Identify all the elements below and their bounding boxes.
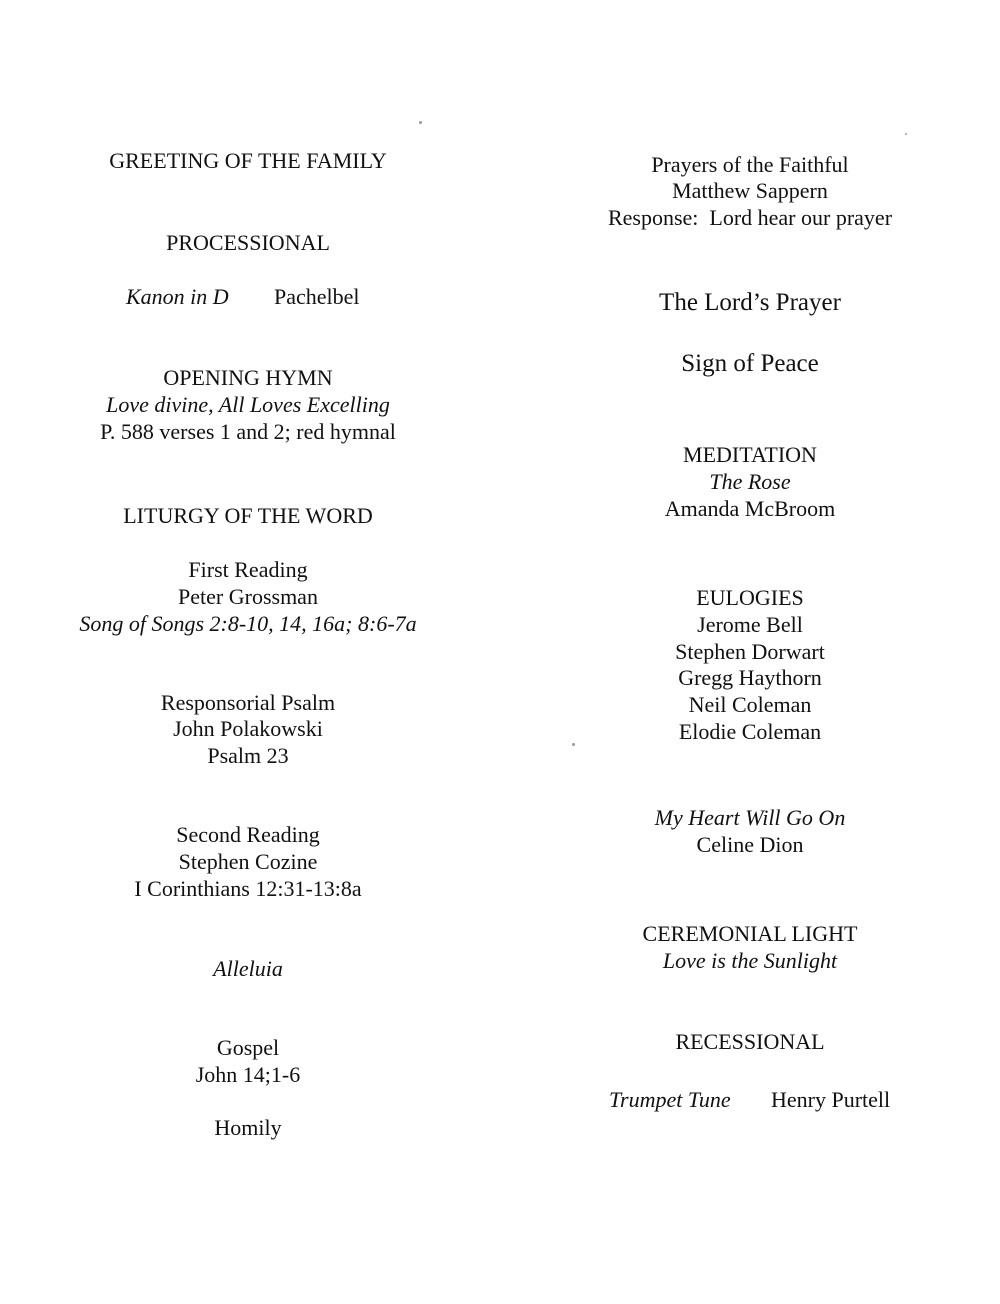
meditation-heading: MEDITATION [683,442,817,467]
paper-speck [905,133,907,135]
prayers-response: Response: Lord hear our prayer [607,205,893,230]
alleluia: Alleluia [213,956,283,981]
second-reading-reader: Stephen Cozine [178,849,318,874]
paper-speck [419,121,422,124]
meditation-artist: Amanda McBroom [664,496,836,521]
eulogy-speaker: Neil Coleman [688,692,812,717]
ceremonial-light-heading: CEREMONIAL LIGHT [642,921,858,946]
ceremonial-light-title: Love is the Sunlight [662,948,838,973]
prayers-reader: Matthew Sappern [672,178,828,203]
processional-composer: Pachelbel [274,284,360,309]
opening-hymn-detail: P. 588 verses 1 and 2; red hymnal [100,419,396,444]
first-reading-passage: Song of Songs 2:8-10, 14, 16a; 8:6-7a [79,611,417,636]
opening-hymn-heading: OPENING HYMN [163,365,333,390]
eulogy-speaker: Elodie Coleman [678,719,822,744]
psalm-title: Responsorial Psalm [160,690,336,715]
second-reading-passage: I Corinthians 12:31-13:8a [134,876,362,901]
gospel-title: Gospel [216,1035,280,1060]
right-column [500,0,1000,1304]
recessional-heading: RECESSIONAL [675,1029,825,1054]
lords-prayer: The Lord’s Prayer [659,289,841,316]
eulogy-speaker: Stephen Dorwart [675,639,825,664]
recessional-composer: Henry Purtell [771,1087,891,1112]
second-reading-title: Second Reading [176,822,320,847]
song-title: My Heart Will Go On [654,805,846,830]
song-artist: Celine Dion [696,832,804,857]
processional-heading: PROCESSIONAL [166,230,330,255]
opening-hymn-title: Love divine, All Loves Excelling [106,392,390,417]
meditation-title: The Rose [709,469,791,494]
processional-piece: Kanon in D [126,284,229,309]
eulogies-heading: EULOGIES [696,585,804,610]
greeting-heading: GREETING OF THE FAMILY [109,148,387,173]
liturgy-heading: LITURGY OF THE WORD [123,503,373,528]
recessional-piece: Trumpet Tune [609,1087,731,1112]
gospel-passage: John 14;1-6 [195,1062,301,1087]
sign-of-peace: Sign of Peace [681,350,819,377]
first-reading-reader: Peter Grossman [178,584,318,609]
psalm-passage: Psalm 23 [207,743,289,768]
eulogy-speaker: Gregg Haythorn [678,665,822,690]
prayers-title: Prayers of the Faithful [651,152,849,177]
psalm-reader: John Polakowski [173,716,323,741]
paper-speck [572,743,575,746]
first-reading-title: First Reading [188,557,308,582]
eulogy-speaker: Jerome Bell [697,612,803,637]
homily: Homily [214,1115,282,1140]
